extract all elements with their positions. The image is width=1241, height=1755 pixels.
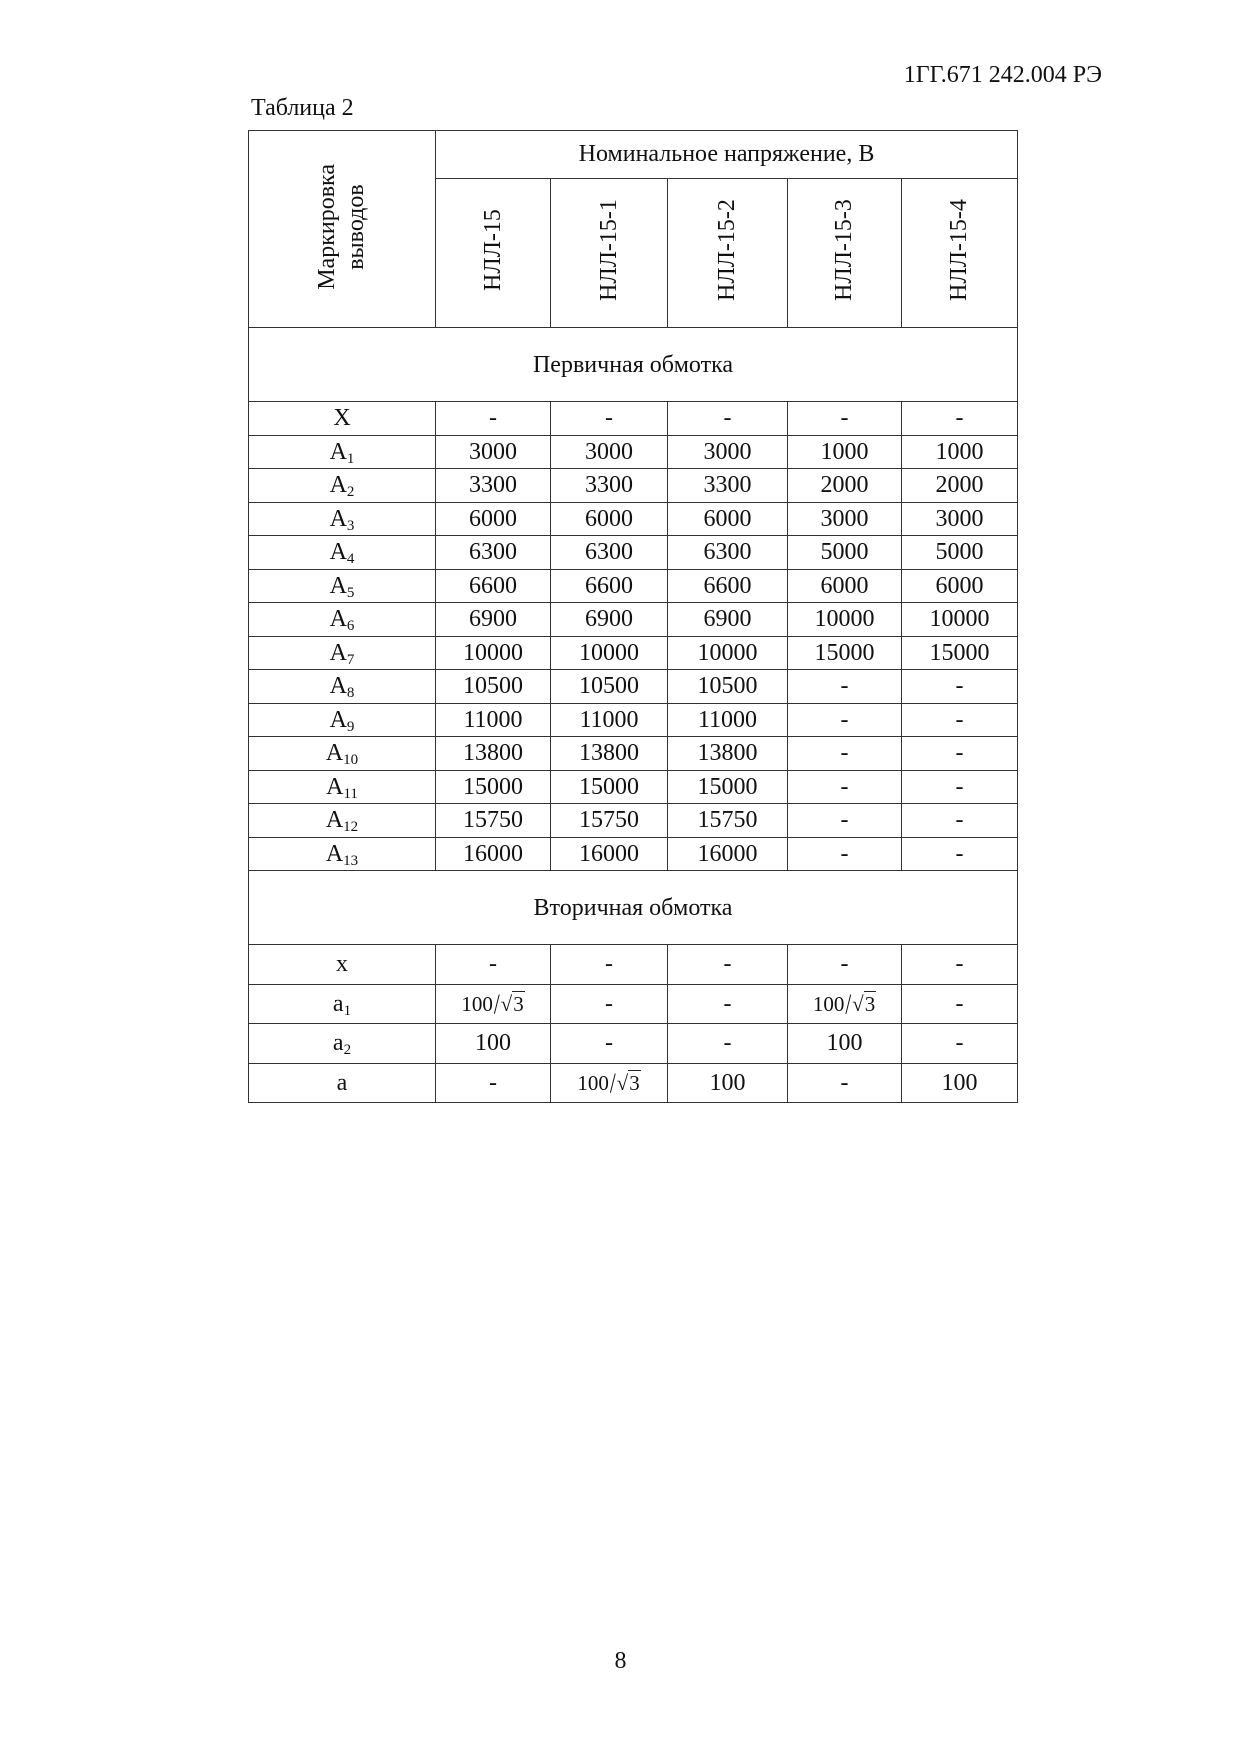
voltage-value: 3000 bbox=[436, 435, 551, 469]
voltage-value: 11000 bbox=[436, 703, 551, 737]
voltage-value: 3000 bbox=[902, 502, 1018, 536]
voltage-value: 6000 bbox=[551, 502, 668, 536]
fraction-numerator: 100 bbox=[812, 991, 845, 1016]
terminal-index: 7 bbox=[346, 651, 355, 668]
terminal-label bbox=[249, 435, 436, 469]
voltage-value: - bbox=[902, 770, 1018, 804]
voltage-value: 6000 bbox=[902, 569, 1018, 603]
voltage-value: - bbox=[436, 402, 551, 436]
voltage-value: - bbox=[902, 737, 1018, 771]
terminal-index: 5 bbox=[346, 584, 355, 601]
terminal-label bbox=[249, 737, 436, 771]
voltage-value: 6300 bbox=[436, 536, 551, 570]
primary-section-row bbox=[249, 328, 1018, 402]
model-header-cell bbox=[436, 178, 551, 327]
voltage-value: - bbox=[902, 984, 1018, 1024]
voltage-value: 10000 bbox=[788, 603, 902, 637]
voltage-value: - bbox=[668, 1024, 788, 1064]
sqrt-radicand: 3 bbox=[864, 991, 876, 1016]
voltage-value: - bbox=[902, 703, 1018, 737]
terminal-label bbox=[249, 603, 436, 637]
voltage-value: - bbox=[788, 837, 902, 871]
terminal-index: 8 bbox=[346, 685, 355, 702]
voltage-value: 16000 bbox=[551, 837, 668, 871]
table-row bbox=[249, 402, 1018, 436]
voltage-value: - bbox=[788, 703, 902, 737]
terminal-letter: A bbox=[329, 706, 347, 733]
sqrt-radicand: 3 bbox=[513, 991, 524, 1016]
voltage-value: 3300 bbox=[668, 469, 788, 503]
voltage-value: 15750 bbox=[668, 804, 788, 838]
table-row bbox=[249, 502, 1018, 536]
terminal-label bbox=[249, 703, 436, 737]
voltage-value: - bbox=[436, 1063, 551, 1103]
voltage-value: - bbox=[551, 945, 668, 985]
table-row bbox=[249, 469, 1018, 503]
primary-section-title: Первичная обмотка bbox=[249, 328, 1018, 402]
voltage-value: - bbox=[902, 1024, 1018, 1064]
page-number: 8 bbox=[614, 1648, 627, 1674]
voltage-value: - bbox=[902, 804, 1018, 838]
terminal-letter: a bbox=[332, 1030, 344, 1057]
model-header-cell bbox=[788, 178, 902, 327]
voltage-value: 6900 bbox=[668, 603, 788, 637]
terminal-letter: a bbox=[336, 1069, 348, 1096]
terminal-letter: A bbox=[329, 505, 347, 532]
terminal-index: 13 bbox=[343, 852, 359, 869]
terminal-label bbox=[249, 837, 436, 871]
voltage-value: 6600 bbox=[436, 569, 551, 603]
voltage-value: 3000 bbox=[551, 435, 668, 469]
voltage-value: 13800 bbox=[551, 737, 668, 771]
voltage-value: - bbox=[551, 1024, 668, 1064]
terminal-index: 12 bbox=[343, 819, 359, 836]
voltage-value: - bbox=[436, 945, 551, 985]
voltage-value: 6600 bbox=[551, 569, 668, 603]
voltage-value: 10000 bbox=[668, 636, 788, 670]
voltage-value: - bbox=[902, 945, 1018, 985]
terminal-letter: A bbox=[329, 472, 347, 499]
table-row bbox=[249, 804, 1018, 838]
voltage-value: - bbox=[788, 737, 902, 771]
terminal-index: 1 bbox=[343, 1002, 352, 1019]
model-header: НЛЛ-15-2 bbox=[714, 199, 741, 302]
terminal-letter: a bbox=[332, 990, 344, 1017]
voltage-value: 6900 bbox=[551, 603, 668, 637]
terminal-index: 3 bbox=[346, 517, 355, 534]
secondary-section-row bbox=[249, 871, 1018, 945]
voltage-value: - bbox=[788, 1063, 902, 1103]
voltage-value: 100 bbox=[902, 1063, 1018, 1103]
fraction-numerator: 100 bbox=[577, 1070, 609, 1095]
fraction-value bbox=[577, 1066, 640, 1099]
voltage-value: 6300 bbox=[668, 536, 788, 570]
voltage-value: 6900 bbox=[436, 603, 551, 637]
voltage-value: - bbox=[902, 402, 1018, 436]
voltage-value: 5000 bbox=[902, 536, 1018, 570]
voltage-value: - bbox=[788, 770, 902, 804]
fraction-slash: / bbox=[845, 987, 852, 1020]
terminal-index: 10 bbox=[343, 752, 359, 769]
table-row bbox=[249, 837, 1018, 871]
voltage-value: 1000 bbox=[788, 435, 902, 469]
terminal-index: 1 bbox=[346, 450, 355, 467]
marking-header-line-1: Маркировка bbox=[314, 163, 341, 290]
terminal-letter: x bbox=[336, 951, 348, 978]
table-row bbox=[249, 636, 1018, 670]
voltage-value: 100 bbox=[668, 1063, 788, 1103]
sqrt-symbol: √ bbox=[616, 1070, 629, 1095]
terminal-label bbox=[249, 569, 436, 603]
terminal-label bbox=[249, 402, 436, 436]
voltage-value: 10500 bbox=[668, 670, 788, 704]
model-header-cell bbox=[551, 178, 668, 327]
voltage-value: - bbox=[668, 402, 788, 436]
voltage-value bbox=[551, 1063, 668, 1103]
voltage-value: 6300 bbox=[551, 536, 668, 570]
terminal-letter: A bbox=[329, 673, 347, 700]
model-header-cell bbox=[668, 178, 788, 327]
terminal-index: 6 bbox=[346, 618, 355, 635]
voltage-value: 1000 bbox=[902, 435, 1018, 469]
terminal-index: 4 bbox=[346, 551, 355, 568]
sqrt-symbol: √ bbox=[500, 991, 513, 1016]
voltage-value: 13800 bbox=[436, 737, 551, 771]
terminal-letter: A bbox=[329, 606, 347, 633]
terminal-label bbox=[249, 984, 436, 1024]
table-row bbox=[249, 569, 1018, 603]
model-header: НЛЛ-15-3 bbox=[831, 199, 858, 302]
voltage-value bbox=[788, 984, 902, 1024]
table-row bbox=[249, 1024, 1018, 1064]
terminal-label bbox=[249, 770, 436, 804]
terminal-letter: X bbox=[333, 405, 351, 432]
voltage-value: 15000 bbox=[668, 770, 788, 804]
terminal-label bbox=[249, 1063, 436, 1103]
model-header: НЛЛ-15 bbox=[479, 209, 506, 292]
terminal-letter: A bbox=[329, 639, 347, 666]
voltage-table bbox=[248, 130, 1018, 1103]
voltage-value: 2000 bbox=[902, 469, 1018, 503]
voltage-value bbox=[436, 984, 551, 1024]
sqrt-radicand: 3 bbox=[629, 1070, 640, 1095]
voltage-value: 10500 bbox=[436, 670, 551, 704]
terminal-index: 11 bbox=[343, 785, 358, 802]
voltage-value: - bbox=[902, 837, 1018, 871]
voltage-value: 6000 bbox=[788, 569, 902, 603]
terminal-letter: A bbox=[325, 807, 344, 834]
voltage-value: - bbox=[668, 945, 788, 985]
voltage-value: 10000 bbox=[551, 636, 668, 670]
terminal-label bbox=[249, 804, 436, 838]
voltage-value: 10000 bbox=[902, 603, 1018, 637]
fraction-value bbox=[461, 987, 524, 1020]
voltage-value: - bbox=[551, 402, 668, 436]
voltage-value: 5000 bbox=[788, 536, 902, 570]
voltage-value: 10000 bbox=[436, 636, 551, 670]
voltage-value: 11000 bbox=[668, 703, 788, 737]
voltage-value: - bbox=[788, 945, 902, 985]
terminal-letter: A bbox=[329, 572, 347, 599]
voltage-value: 3300 bbox=[436, 469, 551, 503]
model-header: НЛЛ-15-4 bbox=[946, 199, 973, 302]
terminal-label bbox=[249, 636, 436, 670]
table-row bbox=[249, 703, 1018, 737]
voltage-value: 3000 bbox=[788, 502, 902, 536]
terminal-label bbox=[249, 945, 436, 985]
voltage-value: 2000 bbox=[788, 469, 902, 503]
terminal-label bbox=[249, 502, 436, 536]
terminal-index: 2 bbox=[346, 484, 355, 501]
secondary-section-title: Вторичная обмотка bbox=[249, 871, 1018, 945]
voltage-value: 6000 bbox=[436, 502, 551, 536]
voltage-value: - bbox=[551, 984, 668, 1024]
voltage-value: 15750 bbox=[436, 804, 551, 838]
sqrt-symbol: √ bbox=[852, 991, 864, 1016]
table-row bbox=[249, 603, 1018, 637]
terminal-index: 2 bbox=[343, 1042, 352, 1059]
voltage-value: 15000 bbox=[436, 770, 551, 804]
voltage-value: 6000 bbox=[668, 502, 788, 536]
fraction-slash: / bbox=[609, 1066, 616, 1099]
voltage-value: 15000 bbox=[788, 636, 902, 670]
voltage-value: - bbox=[788, 402, 902, 436]
document-code: 1ГГ.671 242.004 РЭ bbox=[903, 62, 1102, 88]
table-row bbox=[249, 1063, 1018, 1103]
voltage-value: - bbox=[902, 670, 1018, 704]
terminal-letter: A bbox=[329, 438, 347, 465]
fraction-value bbox=[812, 987, 876, 1020]
voltage-value: - bbox=[788, 670, 902, 704]
table-row bbox=[249, 770, 1018, 804]
terminal-label bbox=[249, 469, 436, 503]
terminal-letter: A bbox=[325, 840, 344, 867]
voltage-value: - bbox=[788, 804, 902, 838]
terminal-letter: A bbox=[325, 740, 344, 767]
fraction-slash: / bbox=[493, 987, 500, 1020]
fraction-numerator: 100 bbox=[461, 991, 493, 1016]
voltage-value: 3000 bbox=[668, 435, 788, 469]
marking-header-line-2: выводов bbox=[343, 183, 369, 270]
model-header-cell bbox=[902, 178, 1018, 327]
terminal-label bbox=[249, 670, 436, 704]
voltage-value: - bbox=[668, 984, 788, 1024]
table-row bbox=[249, 737, 1018, 771]
terminal-letter: A bbox=[329, 539, 347, 566]
voltage-value: 15750 bbox=[551, 804, 668, 838]
table-row bbox=[249, 435, 1018, 469]
voltage-value: 10500 bbox=[551, 670, 668, 704]
voltage-header: Номинальное напряжение, В bbox=[436, 131, 1018, 179]
voltage-value: 100 bbox=[788, 1024, 902, 1064]
model-header: НЛЛ-15-1 bbox=[595, 199, 622, 302]
terminal-index: 9 bbox=[346, 718, 355, 735]
table-caption: Таблица 2 bbox=[251, 95, 354, 121]
voltage-value: 6600 bbox=[668, 569, 788, 603]
voltage-value: 15000 bbox=[551, 770, 668, 804]
voltage-value: 3300 bbox=[551, 469, 668, 503]
table-row bbox=[249, 670, 1018, 704]
voltage-value: 11000 bbox=[551, 703, 668, 737]
marking-header bbox=[313, 164, 371, 290]
voltage-value: 15000 bbox=[902, 636, 1018, 670]
terminal-letter: A bbox=[326, 773, 344, 800]
voltage-value: 16000 bbox=[436, 837, 551, 871]
marking-header-cell bbox=[249, 131, 436, 328]
table-row bbox=[249, 945, 1018, 985]
voltage-value: 100 bbox=[436, 1024, 551, 1064]
voltage-value: 16000 bbox=[668, 837, 788, 871]
terminal-label bbox=[249, 1024, 436, 1064]
terminal-label bbox=[249, 536, 436, 570]
table-row bbox=[249, 536, 1018, 570]
table-row bbox=[249, 984, 1018, 1024]
voltage-value: 13800 bbox=[668, 737, 788, 771]
